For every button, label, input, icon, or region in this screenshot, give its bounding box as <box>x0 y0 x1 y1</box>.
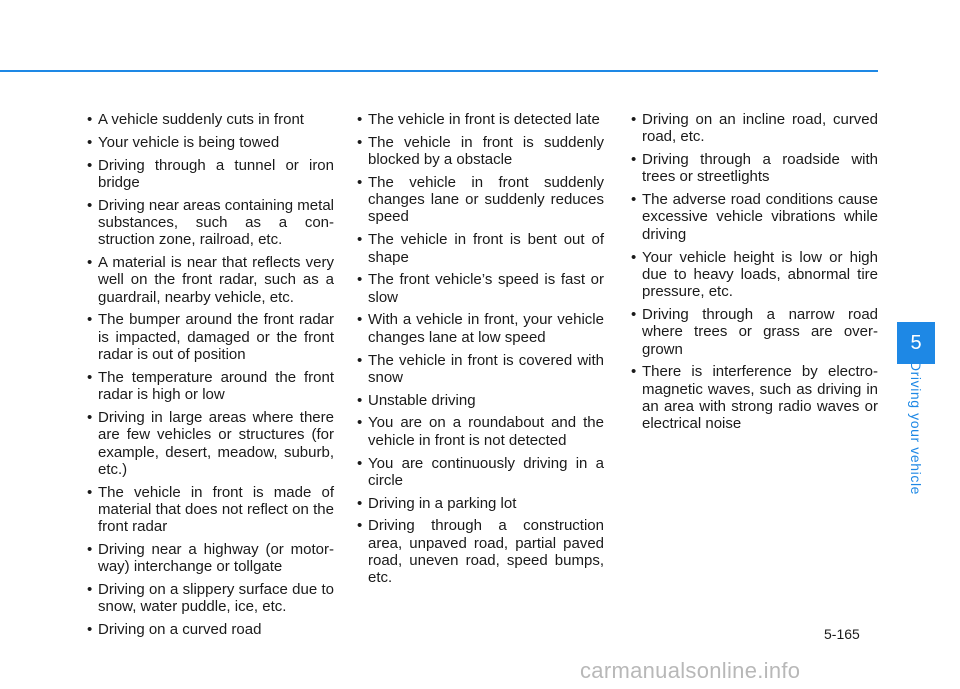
list-item: • Driving on an incline road, curved road, etc. <box>626 111 878 146</box>
list-item: • Driving near areas containing metal substances, such as a con-struction zone, railroad, etc. <box>82 197 334 249</box>
list-item: • The vehicle in front is made of material that does not reflect on the front radar <box>82 484 334 536</box>
chapter-title: Driving your vehicle <box>908 360 924 496</box>
list-item: • Driving near a highway (or motor-way) interchange or tollgate <box>82 541 334 576</box>
list-item: • Driving on a slippery surface due to snow, water puddle, ice, etc. <box>82 581 334 616</box>
list-item: • Driving through a narrow road where trees or grass are over-grown <box>626 306 878 358</box>
list-item: • Your vehicle is being towed <box>82 134 334 151</box>
page-number: 5-165 <box>824 626 860 642</box>
list-item: • The bumper around the front radar is impacted, damaged or the front radar is out of position <box>82 311 334 363</box>
list-item: • The vehicle in front is bent out of shape <box>352 231 604 266</box>
list-item: • Driving on a curved road <box>82 621 334 638</box>
list-item: • The temperature around the front radar is high or low <box>82 369 334 404</box>
list-item: • The vehicle in front is suddenly blocked by a obstacle <box>352 134 604 169</box>
bullet-column-2 <box>352 111 604 592</box>
chapter-number-tab: 5 <box>897 322 935 364</box>
list-item: • With a vehicle in front, your vehicle changes lane at low speed <box>352 311 604 346</box>
list-item: • Your vehicle height is low or high due to heavy loads, abnormal tire pressure, etc. <box>626 249 878 301</box>
header-rule <box>0 70 878 72</box>
watermark: carmanualsonline.info <box>580 658 801 683</box>
list-item: • The adverse road conditions cause excessive vehicle vibrations while driving <box>626 191 878 243</box>
list-item: • The vehicle in front is covered with snow <box>352 352 604 387</box>
list-item: • Driving through a roadside with trees or streetlights <box>626 151 878 186</box>
list-item: • The vehicle in front suddenly changes lane or suddenly reduces speed <box>352 174 604 226</box>
list-item: • Driving in large areas where there are few vehicles or structures (for example, desert, meadow, suburb, etc.) <box>82 409 334 478</box>
list-item: • There is interference by electro-magnetic waves, such as driving in an area with strong radio waves or electrical noise <box>626 363 878 432</box>
list-item: • A material is near that reflects very well on the front radar, such as a guardrail, nearby vehicle, etc. <box>82 254 334 306</box>
list-item: • Driving in a parking lot <box>352 495 604 512</box>
bullet-column-1 <box>82 111 334 644</box>
list-item: • You are on a roundabout and the vehicle in front is not detected <box>352 414 604 449</box>
list-item: • A vehicle suddenly cuts in front <box>82 111 334 128</box>
list-item: • Driving through a tunnel or iron bridge <box>82 157 334 192</box>
list-item: • You are continuously driving in a circle <box>352 455 604 490</box>
bullet-column-3 <box>626 111 878 438</box>
list-item: • The vehicle in front is detected late <box>352 111 604 128</box>
list-item: • Unstable driving <box>352 392 604 409</box>
list-item: • Driving through a construction area, unpaved road, partial paved road, uneven road, speed bumps, etc. <box>352 517 604 586</box>
list-item: • The front vehicle’s speed is fast or slow <box>352 271 604 306</box>
